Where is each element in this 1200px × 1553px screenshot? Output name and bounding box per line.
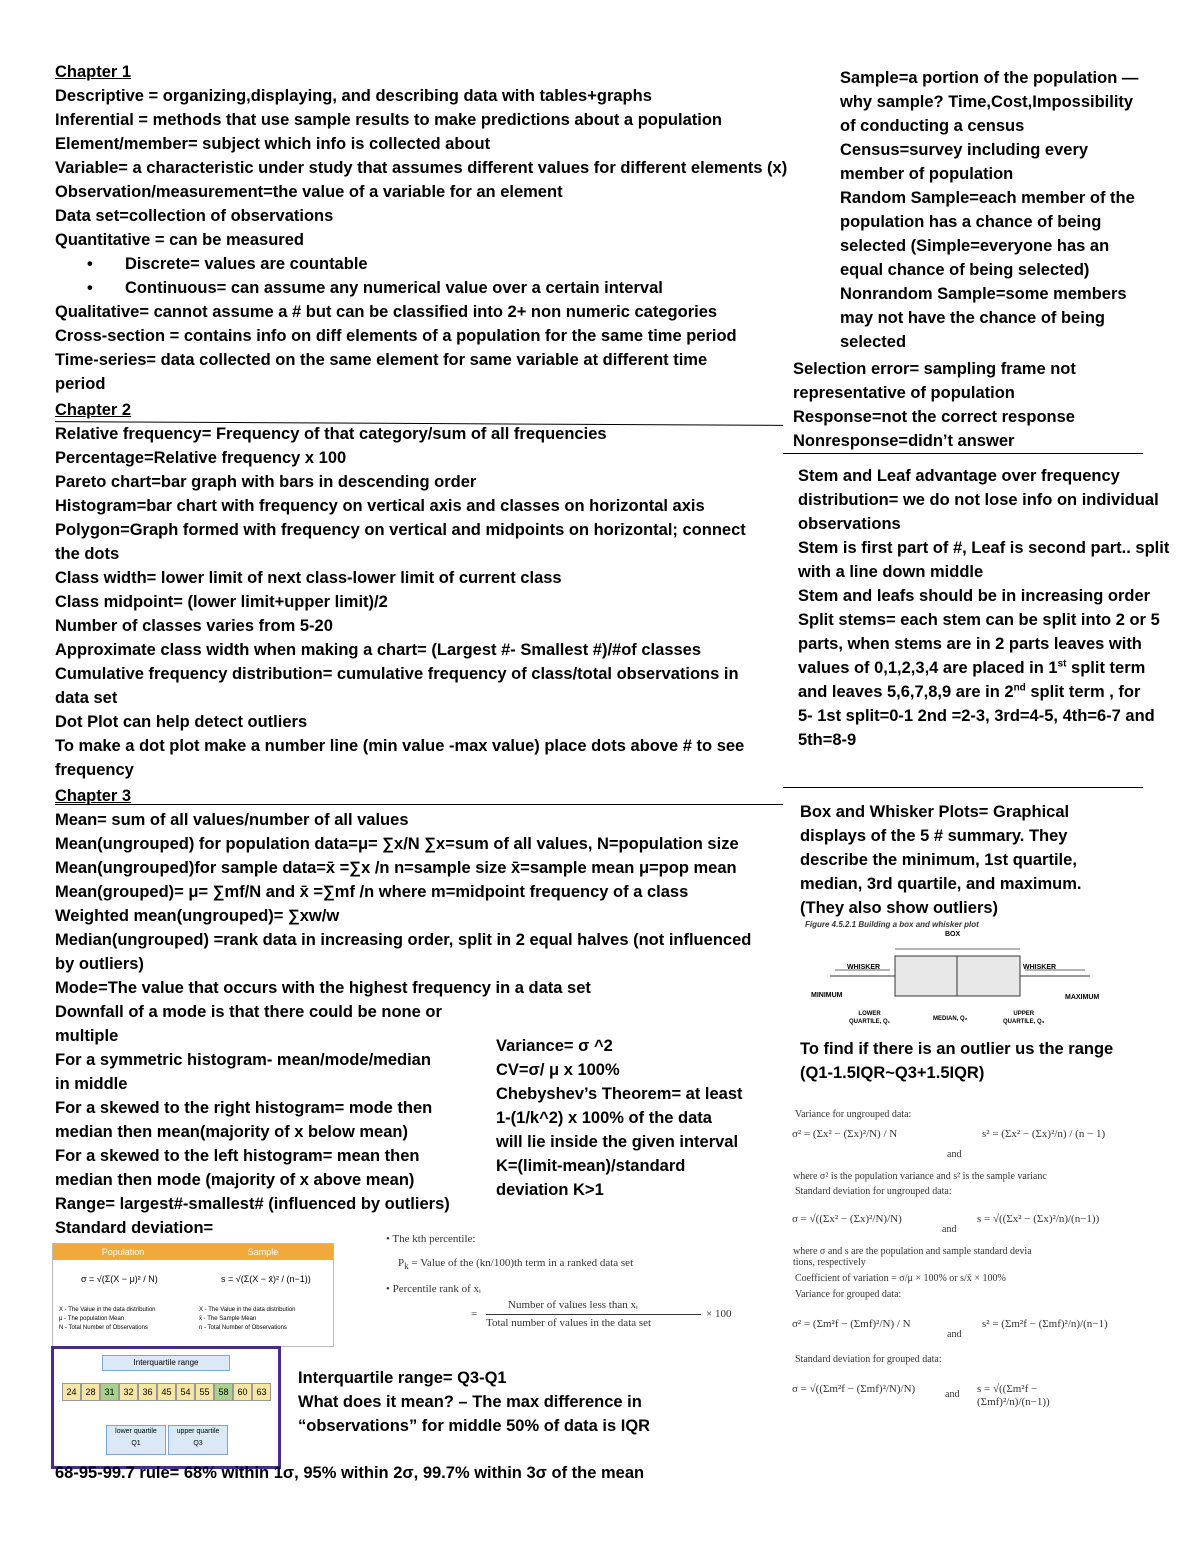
- chapter2-heading: Chapter 2: [55, 401, 132, 419]
- boxplot-figure: [805, 920, 1105, 1035]
- chapter3-heading: Chapter 3: [55, 787, 132, 805]
- rank-numerator: Number of values less than xᵢ: [508, 1299, 638, 1311]
- chapter2-section: [55, 398, 780, 782]
- stem-line-6: Stem and leafs should be in increasing order: [798, 587, 1151, 605]
- variance-notes: [496, 1034, 766, 1202]
- sd-grouped-formula-s: s = √((Σm²f − (Σmf)²/n)/(n−1)): [977, 1383, 1050, 1408]
- rank-fraction-line: [486, 1314, 701, 1315]
- whisker-right-label: WHISKER: [1023, 964, 1057, 971]
- chapter1-bullet-2: • Continuous= can assume any numerical value over a certain interval: [55, 276, 815, 300]
- and-1: and: [947, 1149, 962, 1160]
- chapter3-line-8: Mode=The value that occurs with the highest frequency in a data set: [55, 979, 591, 997]
- rank-denominator: Total number of values in the data set: [486, 1317, 652, 1329]
- median-label: MEDIAN, Q₂: [933, 1016, 968, 1022]
- chapter3-narrow-line-2: multiple: [55, 1027, 119, 1045]
- sample-line-5: member of population: [840, 165, 1014, 183]
- chapter3-line-7: by outliers): [55, 955, 144, 973]
- samplenotes-2: x̄ - The Sample Mean: [199, 1316, 257, 1322]
- iqr-value-cell: 36: [138, 1383, 157, 1401]
- chapter2-line-1: Relative frequency= Frequency of that category/sum of all frequencies: [55, 425, 607, 443]
- sd-sample-formula: s = √(Σ(X − x̄)² / (n−1)): [221, 1274, 311, 1284]
- chapter3-narrow-line-5: For a skewed to the right histogram= mode then: [55, 1099, 433, 1117]
- chapter3-narrow-line-10: Standard deviation=: [55, 1219, 214, 1237]
- sd-ungrouped-title: Standard deviation for ungrouped data:: [795, 1186, 952, 1197]
- variance-grouped-title: Variance for grouped data:: [795, 1289, 902, 1300]
- chapter3-line-1: Mean= sum of all values/number of all values: [55, 811, 409, 829]
- error-line-3: Response=not the correct response: [793, 408, 1075, 426]
- chapter1-line-4: Variable= a characteristic under study that assumes different values for different elements (x): [55, 159, 788, 177]
- error-line-4: Nonresponse=didn’t answer: [793, 432, 1015, 450]
- chapter2-line-6: the dots: [55, 545, 120, 563]
- chapter1-line-2: Inferential = methods that use sample results to make predictions about a population: [55, 111, 723, 129]
- percentile-rank-title: • Percentile rank of xᵢ: [386, 1283, 481, 1295]
- chapter2-line-8: Class midpoint= (lower limit+upper limit)/2: [55, 593, 388, 611]
- iqr-value-cell: 55: [195, 1383, 214, 1401]
- chapter1-line-b-2: Cross-section = contains info on diff elements of a population for the same time period: [55, 327, 737, 345]
- chapter3-line-5: Weighted mean(ungrouped)= ∑xw/w: [55, 907, 340, 925]
- iqr-value-cell: 63: [252, 1383, 271, 1401]
- iqr-lower-box: lower quartile Q1: [106, 1425, 166, 1455]
- stem-line-1: Stem and Leaf advantage over frequency: [798, 467, 1120, 485]
- sample-line-9: equal chance of being selected): [840, 261, 1090, 279]
- outlier-line-1: To find if there is an outlier us the range: [800, 1040, 1114, 1058]
- iqr-value-cell: 31: [100, 1383, 119, 1401]
- and-2: and: [942, 1224, 957, 1235]
- chapter1-line-5: Observation/measurement=the value of a variable for an element: [55, 183, 563, 201]
- chapter1-line-b-3: Time-series= data collected on the same element for same variable at different time: [55, 351, 708, 369]
- chapter1-line-3: Element/member= subject which info is collected about: [55, 135, 491, 153]
- iqr-value-cell: 54: [176, 1383, 195, 1401]
- sd-table-header-pop: Population: [53, 1244, 193, 1260]
- stem-line-2: distribution= we do not lose info on individual: [798, 491, 1159, 509]
- samplenotes-3: n - Total Number of Observations: [199, 1325, 287, 1331]
- chapter2-line-10: Approximate class width when making a chart= (Largest #- Smallest #)/#of classes: [55, 641, 702, 659]
- variance-line-5: will lie inside the given interval: [496, 1133, 739, 1151]
- stem-leaf-notes: [798, 464, 1193, 752]
- iqr-value-cell: 45: [157, 1383, 176, 1401]
- and-3: and: [947, 1329, 962, 1340]
- outlier-notes: [800, 1037, 1170, 1085]
- chapter2-line-2: Percentage=Relative frequency x 100: [55, 449, 347, 467]
- boxplot-caption: Figure 4.5.2.1 Building a box and whisker plot: [805, 920, 979, 929]
- cv-formula: Coefficient of variation = σ/μ × 100% or s/x̄ × 100%: [795, 1273, 1006, 1284]
- percentile-formulas: [386, 1233, 756, 1333]
- chapter2-line-3: Pareto chart=bar graph with bars in descending order: [55, 473, 477, 491]
- divider-right-1: [783, 453, 1143, 454]
- sd-pop-notes: [59, 1306, 156, 1333]
- chapter1-heading: Chapter 1: [55, 63, 132, 81]
- error-line-1: Selection error= sampling frame not: [793, 360, 1076, 378]
- sd-pop-formula: σ = √(Σ(X − μ)² / N): [81, 1274, 158, 1284]
- chapter2-line-7: Class width= lower limit of next class-lower limit of current class: [55, 569, 562, 587]
- stem-line-7: Split stems= each stem can be split into 2 or 5: [798, 611, 1160, 629]
- chapter3-line-3: Mean(ungrouped)for sample data=x̄ =∑x /n n=sample size x̄=sample mean μ=pop mean: [55, 859, 737, 877]
- error-notes: [793, 357, 1173, 453]
- where-pop: where σ² is the population variance and s² is the sample varianc: [793, 1171, 1047, 1182]
- chapter3-line-4: Mean(grouped)= μ= ∑mf/N and x̄ =∑mf /n where m=midpoint frequency of a class: [55, 883, 689, 901]
- stem-line-8: parts, when stems are in 2 parts leaves with: [798, 635, 1142, 653]
- iqr-upper-box: upper quartile Q3: [168, 1425, 228, 1455]
- sd-grouped-title: Standard deviation for grouped data:: [795, 1354, 942, 1365]
- chapter3-narrow-line-7: For a skewed to the left histogram= mean then: [55, 1147, 420, 1165]
- chapter2-line-4: Histogram=bar chart with frequency on vertical axis and classes on horizontal axis: [55, 497, 705, 515]
- variance-ungrouped-formula-s: s² = (Σx² − (Σx)²/n) / (n − 1): [982, 1128, 1106, 1140]
- sd-grouped-formula: σ = √((Σm²f − (Σmf)²/N)/N): [792, 1383, 916, 1395]
- chapter1-line-6: Data set=collection of observations: [55, 207, 334, 225]
- boxplot-line-3: describe the minimum, 1st quartile,: [800, 851, 1077, 869]
- where-sd: where σ and s are the population and sample standard devia: [793, 1246, 1032, 1257]
- chapter2-line-13: Dot Plot can help detect outliers: [55, 713, 308, 731]
- sample-line-2: why sample? Time,Cost,Impossibility: [840, 93, 1134, 111]
- chapter2-line-15: frequency: [55, 761, 134, 779]
- stem-line-11: 5- 1st split=0-1 2nd =2-3, 3rd=4-5, 4th=6-7 and: [798, 707, 1155, 725]
- sample-line-1: Sample=a portion of the population —: [840, 69, 1139, 87]
- popnotes-2: μ - The population Mean: [59, 1316, 125, 1322]
- sd-sample-notes: [199, 1306, 296, 1333]
- stem-line-10: and leaves 5,6,7,8,9 are in 2nd split term , for: [798, 682, 1141, 701]
- iqr-value-cell: 32: [119, 1383, 138, 1401]
- variance-grouped-formula-s: s² = (Σm²f − (Σmf)²/n)/(n−1): [982, 1318, 1108, 1330]
- variance-line-7: deviation K>1: [496, 1181, 604, 1199]
- variance-line-6: K=(limit-mean)/standard: [496, 1157, 686, 1175]
- and-4: and: [945, 1389, 960, 1400]
- sd-ungrouped-formula-s: s = √((Σx² − (Σx)²/n)/(n−1)): [977, 1213, 1100, 1225]
- sample-line-10: Nonrandom Sample=some members: [840, 285, 1127, 303]
- box-label: BOX: [945, 931, 961, 938]
- variance-ungrouped-formula: σ² = (Σx² − (Σx)²/N) / N: [792, 1128, 898, 1140]
- error-line-2: representative of population: [793, 384, 1015, 402]
- lower-quartile-label: LOWER QUARTILE, Q₁: [849, 1011, 891, 1025]
- chapter2-line-12: data set: [55, 689, 118, 707]
- sd-table: [52, 1243, 334, 1347]
- chapter3-line-2: Mean(ungrouped) for population data=μ= ∑x/N ∑x=sum of all values, N=population size: [55, 835, 739, 853]
- stem-line-12: 5th=8-9: [798, 731, 857, 749]
- popnotes-1: X - The Value in the data distribution: [59, 1307, 156, 1313]
- sample-line-8: selected (Simple=everyone has an: [840, 237, 1110, 255]
- stem-line-5: with a line down middle: [798, 563, 984, 581]
- iqr-line-2: What does it mean? – The max difference in: [298, 1393, 642, 1411]
- chapter2-line-9: Number of classes varies from 5-20: [55, 617, 333, 635]
- chapter3-line-6: Median(ungrouped) =rank data in increasing order, split in 2 equal halves (not influenced: [55, 931, 752, 949]
- sample-line-12: selected: [840, 333, 907, 351]
- upper-quartile-label: UPPER QUARTILE, Q₃: [1003, 1011, 1045, 1025]
- sd-table-header-sample: Sample: [193, 1244, 333, 1260]
- iqr-value-cell: 60: [233, 1383, 252, 1401]
- chapter1-line-b-1: Qualitative= cannot assume a # but can be classified into 2+ non numeric categories: [55, 303, 718, 321]
- chapter1-line-b-4: period: [55, 375, 106, 393]
- variance-line-2: CV=σ/ μ x 100%: [496, 1061, 620, 1079]
- popnotes-3: N - Total Number of Observations: [59, 1325, 148, 1331]
- chapter3-narrow-line-8: median then mode (majority of x above mean): [55, 1171, 415, 1189]
- variance-line-4: 1-(1/k^2) x 100% of the data: [496, 1109, 712, 1127]
- variance-line-1: Variance= σ ^2: [496, 1037, 613, 1055]
- variance-ungrouped-title: Variance for ungrouped data:: [795, 1109, 912, 1120]
- iqr-title-box: Interquartile range: [102, 1355, 230, 1371]
- formulas-right: [787, 1108, 1112, 1408]
- boxplot-notes: [800, 800, 1170, 920]
- samplenotes-1: X - The Value in the data distribution: [199, 1307, 296, 1313]
- boxplot-line-1: Box and Whisker Plots= Graphical: [800, 803, 1070, 821]
- iqr-notes: [298, 1366, 718, 1438]
- sample-line-7: population has a chance of being: [840, 213, 1102, 231]
- outlier-line-2: (Q1-1.5IQR~Q3+1.5IQR): [800, 1064, 985, 1082]
- variance-line-3: Chebyshev’s Theorem= at least: [496, 1085, 743, 1103]
- iqr-figure: [51, 1346, 281, 1469]
- sample-line-11: may not have the chance of being: [840, 309, 1105, 327]
- sample-line-4: Census=survey including every: [840, 141, 1089, 159]
- empirical-rule: 68-95-99.7 rule= 68% within 1σ, 95% within 2σ, 99.7% within 3σ of the mean: [55, 1464, 645, 1482]
- maximum-label: MAXIMUM: [1065, 994, 1100, 1001]
- where-sd2: tions, respectively: [793, 1257, 866, 1268]
- iqr-values: [62, 1383, 271, 1401]
- whisker-left-label: WHISKER: [847, 964, 881, 971]
- minimum-label: MINIMUM: [811, 992, 843, 999]
- stem-line-9: values of 0,1,2,3,4 are placed in 1st split term: [798, 658, 1146, 677]
- chapter2-line-14: To make a dot plot make a number line (min value -max value) place dots above # to see: [55, 737, 745, 755]
- chapter3-narrow-line-6: median then mean(majority of x below mean): [55, 1123, 408, 1141]
- stem-line-3: observations: [798, 515, 901, 533]
- iqr-value-cell: 28: [81, 1383, 100, 1401]
- stem-line-4: Stem is first part of #, Leaf is second part.. split: [798, 539, 1170, 557]
- iqr-value-cell: 24: [62, 1383, 81, 1401]
- kth-percentile-title: • The kth percentile:: [386, 1233, 476, 1245]
- sample-line-6: Random Sample=each member of the: [840, 189, 1135, 207]
- iqr-line-1: Interquartile range= Q3-Q1: [298, 1369, 507, 1387]
- chapter2-line-11: Cumulative frequency distribution= cumulative frequency of class/total observations in: [55, 665, 739, 683]
- divider-right-2: [783, 787, 1143, 788]
- pk-formula: $P_k$ = Value of the (kn/100)th term in a ranked data set: [398, 1257, 634, 1272]
- chapter3-narrow-line-9: Range= largest#-smallest# (influenced by outliers): [55, 1195, 450, 1213]
- sd-ungrouped-formula: σ = √((Σx² − (Σx)²/N)/N): [792, 1213, 902, 1225]
- chapter1-bullet-1: • Discrete= values are countable: [55, 252, 815, 276]
- chapter1-line-1: Descriptive = organizing,displaying, and describing data with tables+graphs: [55, 87, 652, 105]
- rank-equals: =: [471, 1308, 478, 1320]
- boxplot-line-2: displays of the 5 # summary. They: [800, 827, 1068, 845]
- variance-grouped-formula: σ² = (Σm²f − (Σmf)²/N) / N: [792, 1318, 911, 1330]
- iqr-value-cell: 58: [214, 1383, 233, 1401]
- chapter3-narrow-line-3: For a symmetric histogram- mean/mode/median: [55, 1051, 431, 1069]
- chapter3-narrow-line-4: in middle: [55, 1075, 128, 1093]
- boxplot-line-4: median, 3rd quartile, and maximum.: [800, 875, 1082, 893]
- rank-times: × 100: [706, 1308, 732, 1320]
- sample-notes: [840, 66, 1170, 354]
- iqr-line-3: “observations” for middle 50% of data is IQR: [298, 1417, 651, 1435]
- boxplot-line-5: (They also show outliers): [800, 899, 999, 917]
- chapter2-line-5: Polygon=Graph formed with frequency on vertical and midpoints on horizontal; connect: [55, 521, 746, 539]
- sample-line-3: of conducting a census: [840, 117, 1025, 135]
- chapter1-section: [55, 60, 815, 396]
- chapter1-line-7: Quantitative = can be measured: [55, 231, 304, 249]
- chapter3-narrow-line-1: Downfall of a mode is that there could be none or: [55, 1003, 442, 1021]
